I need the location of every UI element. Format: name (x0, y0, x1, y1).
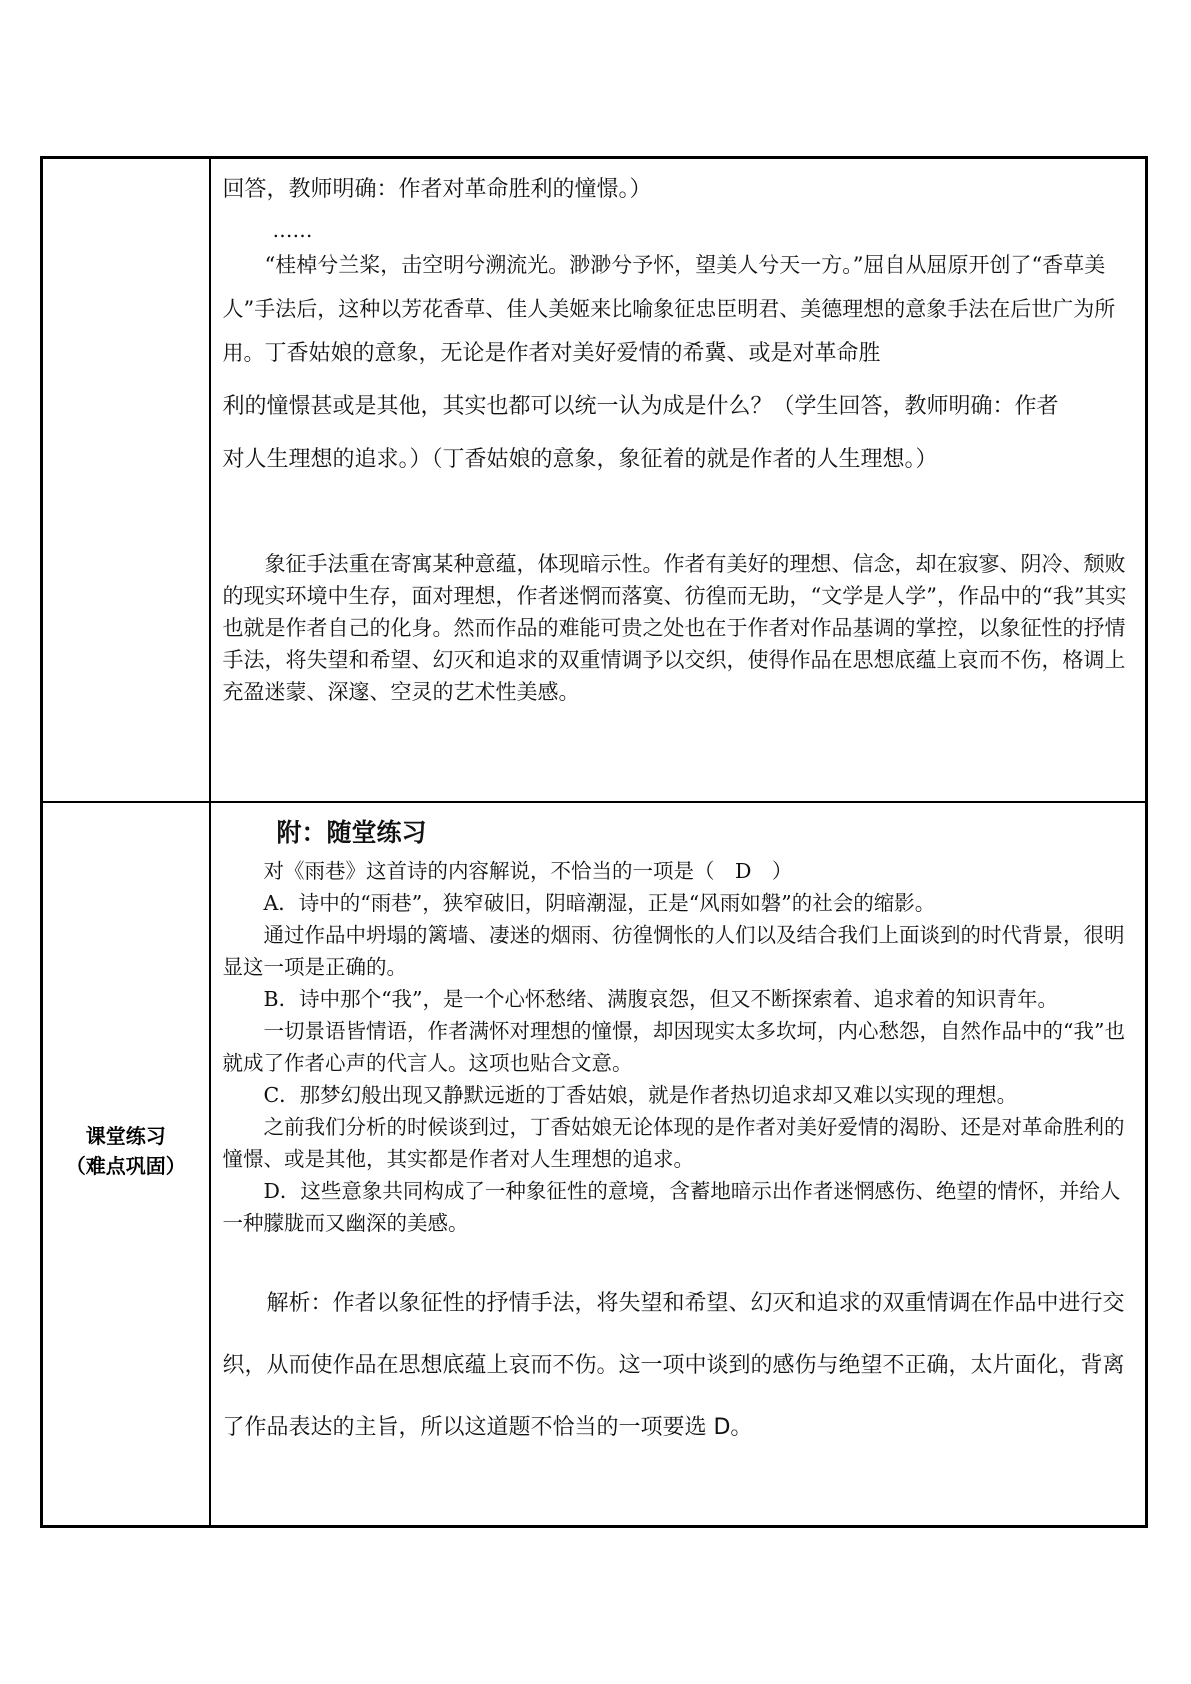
table-row (42, 802, 1147, 1527)
symbol-question-line3: 对人生理想的追求。）（丁香姑娘的意象，象征着的就是作者的人生理想。） (222, 447, 938, 472)
lesson-table (40, 156, 1148, 1528)
option-d: D．这些意象共同构成了一种象征性的意境，含蓄地暗示出作者迷惘感伤、绝望的情怀，并给人一种朦胧而又幽深的美感。 (222, 1179, 1121, 1235)
table-row (42, 158, 1147, 803)
analysis-paragraph: 解析：作者以象征性的抒情手法，将失望和希望、幻灭和追求的双重情调在作品中进行交织，从而使作品在思想底蕴上哀而不伤。这一项中谈到的感伤与绝望不正确，太片面化，背离了作品表达的主旨，所以这道题不恰当的一项要选 D。 (222, 1291, 1125, 1440)
row1-left-cell (42, 158, 210, 803)
symbolism-paragraph: 象征手法重在寄寓某种意蕴，体现暗示性。作者有美好的理想、信念，却在寂寥、阴冷、颓败的现实环境中生存，面对理想，作者迷惘而落寞、彷徨而无助，“文学是人学”，作品中的“我”其实也就是作者自己的化身。然而作品的难能可贵之处也在于作者对作品基调的掌控，以象征性的抒情手法，将失望和希望、幻灭和追求的双重情调予以交织，使得作品在思想底蕴上哀而不伤，格调上充盈迷蒙、深邃、空灵的艺术性美感。 (222, 552, 1127, 704)
row2-left-cell (42, 802, 210, 1527)
exercise-question: 对《雨巷》这首诗的内容解说，不恰当的一项是（ D ） (263, 859, 793, 883)
option-a: A．诗中的“雨巷”，狭窄破旧，阴暗潮湿，正是“风雨如磐”的社会的缩影。 (263, 891, 936, 915)
symbol-question-text: 丁香姑娘的意象，无论是作者对美好爱情的希冀、或是对革命胜 (264, 341, 881, 366)
section-label (43, 1121, 209, 1181)
answer-line: 回答，教师明确：作者对革命胜利的憧憬。） (222, 177, 652, 202)
explain-b: 一切景语皆情语，作者满怀对理想的憧憬，却因现实太多坎坷，内心愁怨，自然作品中的“我”也就成了作者心声的代言人。这项也贴合文意。 (222, 1019, 1125, 1075)
section-label-line2: （难点巩固） (65, 1154, 186, 1178)
exercise-heading: 附：随堂练习 (276, 818, 427, 847)
row1-content-cell (210, 158, 1147, 803)
explain-c: 之前我们分析的时候谈到过，丁香姑娘无论体现的是作者对美好爱情的渴盼、还是对革命胜利的憧憬、或是其他，其实都是作者对人生理想的追求。 (222, 1115, 1125, 1171)
explain-a: 通过作品中坍塌的篱墙、凄迷的烟雨、彷徨惆怅的人们以及结合我们上面谈到的时代背景，很明显这一项是正确的。 (222, 923, 1125, 979)
poem-paragraph (223, 243, 1136, 376)
row2-content-cell (210, 802, 1147, 1527)
ellipsis: …… (272, 218, 313, 242)
option-c: C．那梦幻般出现又静默远逝的丁香姑娘，就是作者热切追求却又难以实现的理想。 (263, 1083, 1018, 1107)
poem-quote-text: “桂棹兮兰桨，击空明兮溯流光。渺渺兮予怀，望美人兮天一方。”屈自从屈原开创了“香草美人”手法后，这种以芳花香草、佳人美姬来比喻象征忠臣明君、美德理想的意象手法在后世广为所用。 (222, 253, 1116, 365)
option-b: B．诗中那个“我”，是一个心怀愁绪、满腹哀怨，但又不断探索着、追求着的知识青年。 (263, 987, 1059, 1011)
symbol-question-line2: 利的憧憬甚或是其他，其实也都可以统一认为成是什么？（学生回答，教师明确：作者 (222, 394, 1059, 419)
section-label-line1: 课堂练习 (85, 1124, 166, 1148)
